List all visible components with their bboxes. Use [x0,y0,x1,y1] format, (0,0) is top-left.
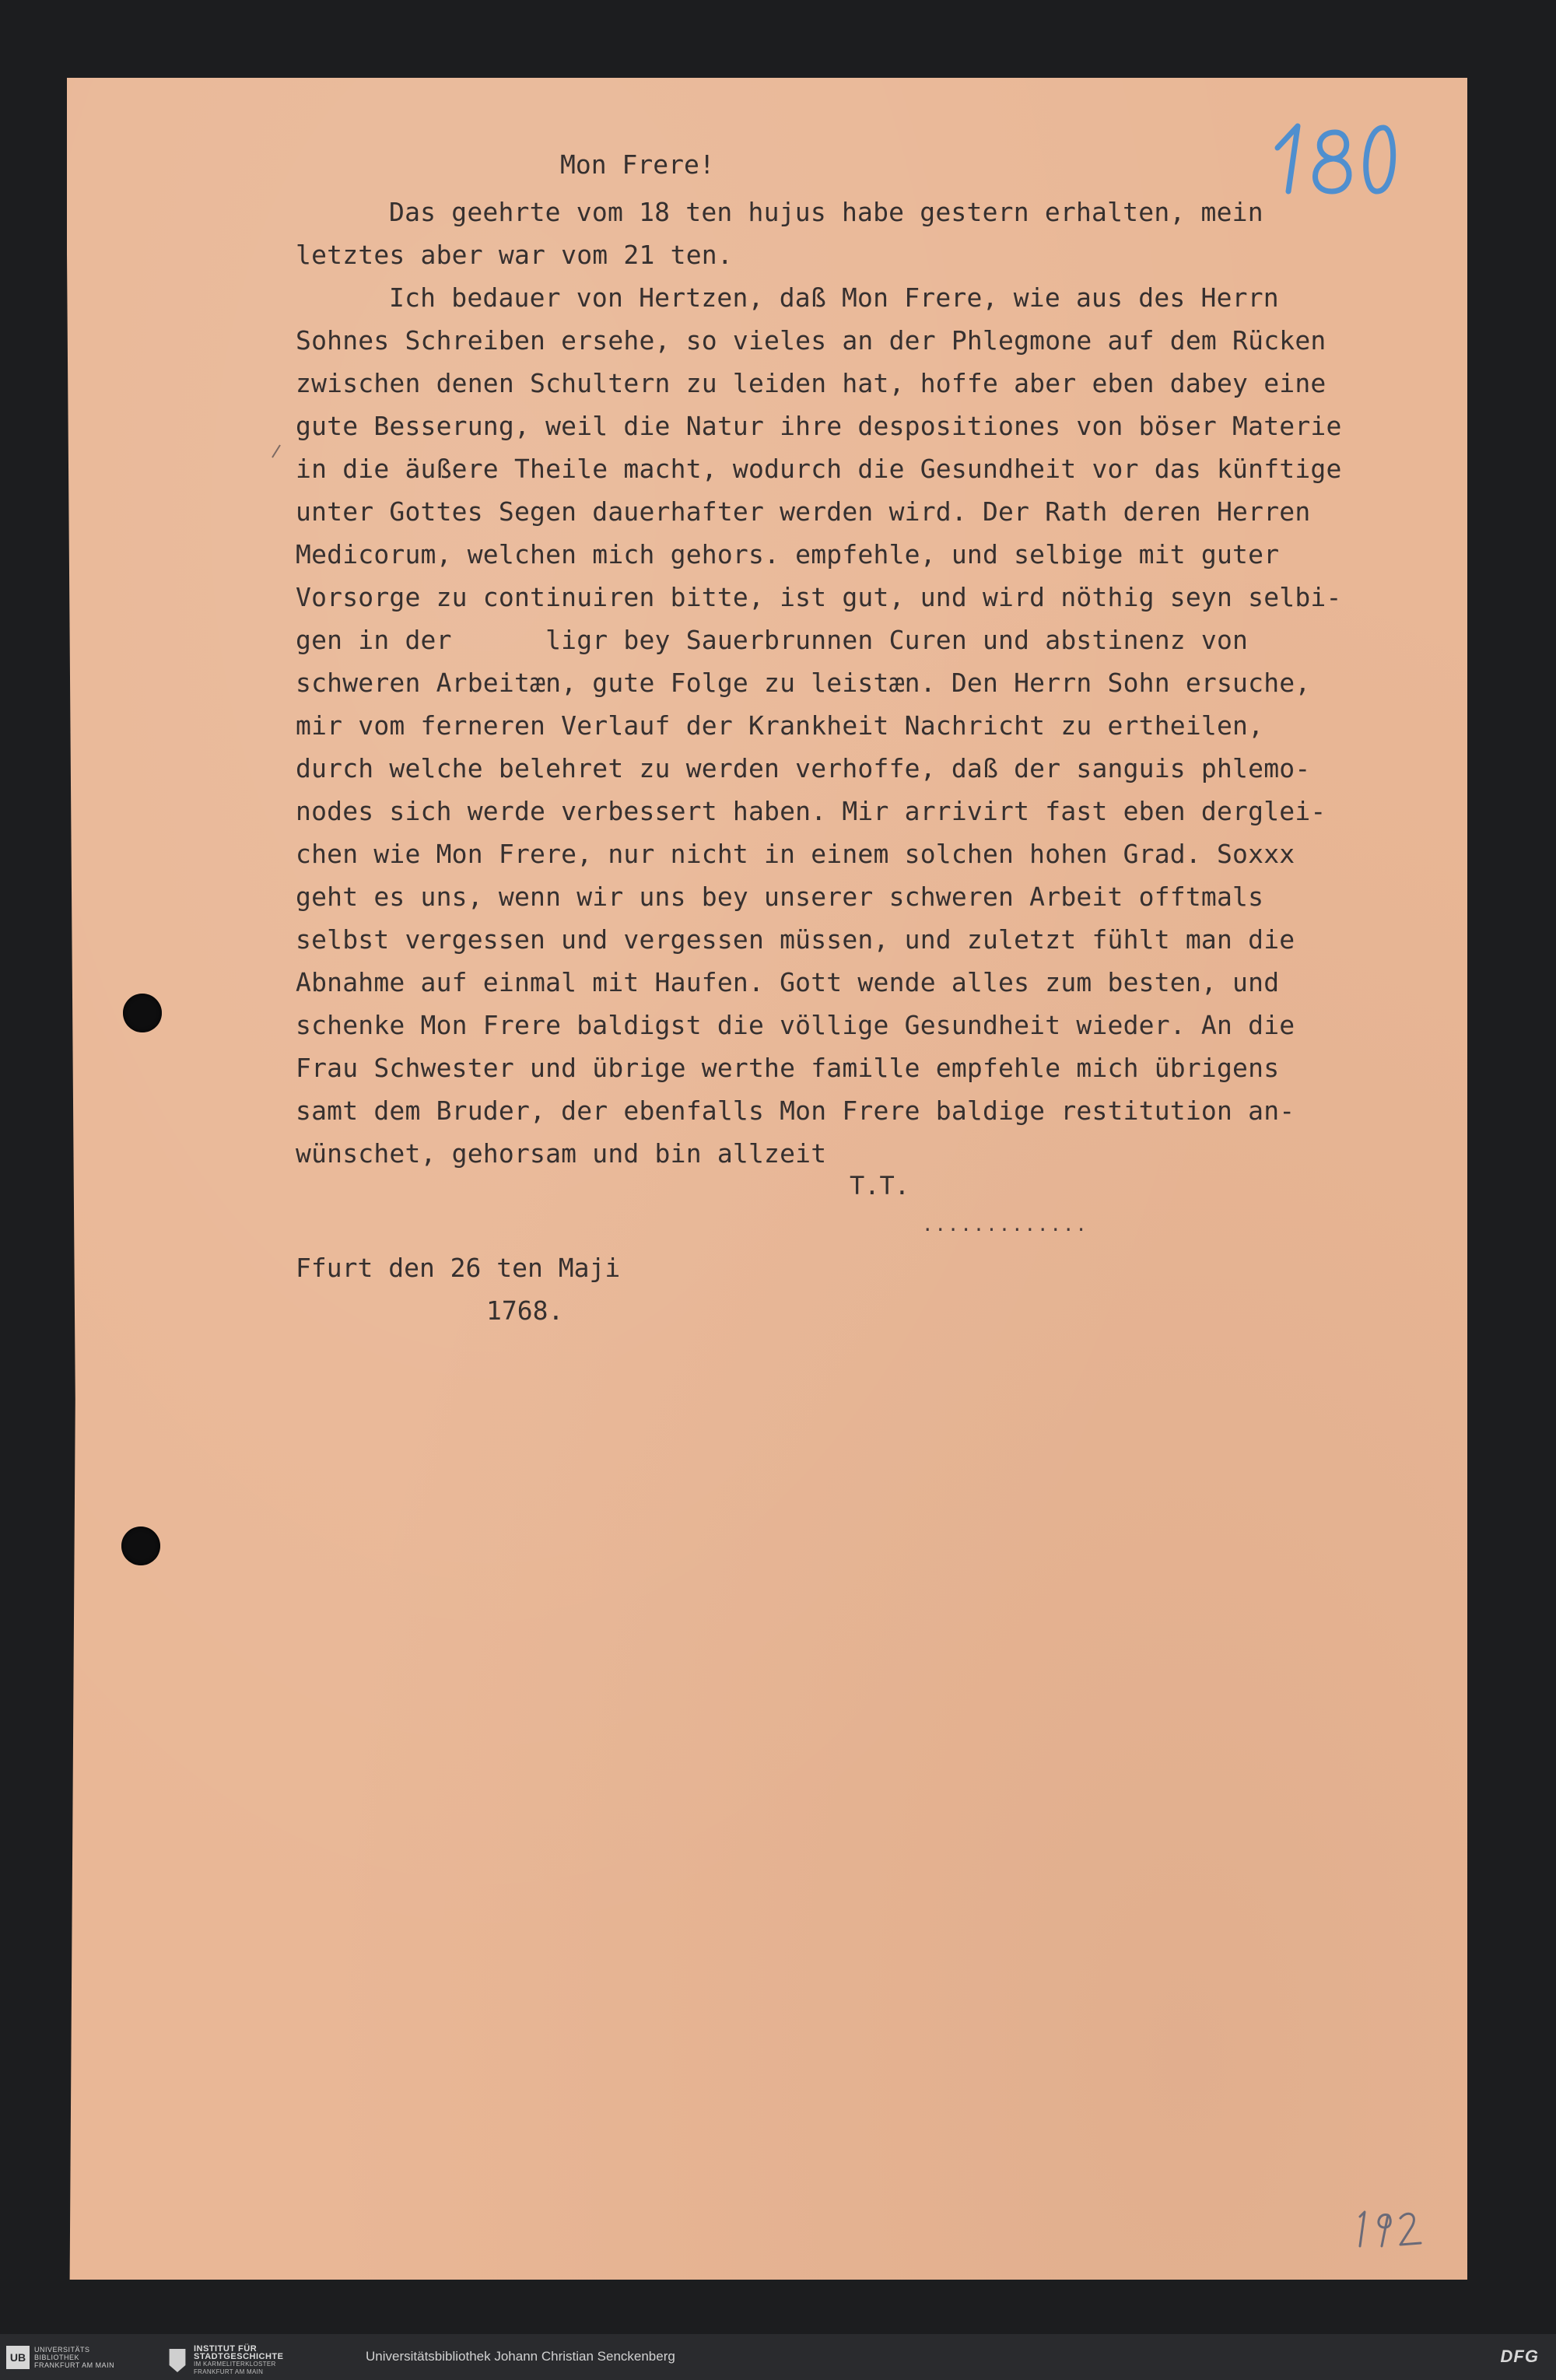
dfg-logo[interactable]: DFG [1500,2347,1539,2366]
body-line: Das geehrte vom 18 ten hujus habe gestern erhalten, mein [389,197,1263,227]
body-line: gen in der ligr bey Sauerbrunnen Curen und abstinenz von [296,625,1249,655]
body-line: selbst vergessen und vergessen müssen, und zuletzt fühlt man die [296,924,1295,955]
letter-body [296,148,1478,1175]
punch-hole-upper [123,994,162,1032]
body-line: Ich bedauer von Hertzen, daß Mon Frere, wie aus des Herrn [389,282,1279,313]
year: 1768. [486,1295,564,1326]
body-line: durch welche belehret zu werden verhoffe, daß der sanguis phlemo- [296,753,1311,783]
body-line: wünschet, gehorsam und bin allzeit [296,1138,827,1169]
body-line: Vorsorge zu continuiren bitte, ist gut, und wird nöthig seyn selbi- [296,582,1342,612]
body-line: nodes sich werde verbessert haben. Mir arrivirt fast eben derglei- [296,796,1326,826]
body-line: samt dem Bruder, der ebenfalls Mon Frere baldige restitution an- [296,1095,1295,1126]
footer-bar [0,2334,1556,2380]
page-number-handwritten [1354,2206,1424,2252]
body-line: in die äußere Theile macht, wodurch die Gesundheit vor das künftige [296,454,1342,484]
punch-hole-lower [121,1526,160,1565]
body-line: letztes aber war vom 21 ten. [296,240,733,270]
ub-logo[interactable] [6,2345,114,2370]
body-line: zwischen denen Schultern zu leiden hat, hoffe aber eben dabey eine [296,368,1326,398]
body-line: chen wie Mon Frere, nur nicht in einem solchen hohen Grad. Soxxx [296,839,1295,869]
signature-initials: T.T. [850,1171,910,1201]
ub-box-icon: UB [6,2346,30,2369]
body-line: Frau Schwester und übrige werthe famille empfehle mich übrigens [296,1053,1280,1083]
body-line: Sohnes Schreiben ersehe, so vieles an der Phlegmone auf dem Rücken [296,325,1326,356]
body-line: geht es uns, wenn wir uns bey unserer schweren Arbeit offtmals [296,882,1264,912]
ub-logo-text: UNIVERSITÄTS BIBLIOTHEK FRANKFURT AM MAIN [34,2346,115,2369]
body-line: mir vom ferneren Verlauf der Krankheit Nachricht zu ertheilen, [296,710,1264,741]
place-date: Ffurt den 26 ten Maji [296,1253,621,1283]
body-line: schweren Arbeitæn, gute Folge zu leistæn. Den Herrn Sohn ersuche, [296,668,1311,698]
pencil-tick-mark [271,443,282,459]
institute-logo[interactable] [167,2345,283,2376]
salutation: Mon Frere! [560,149,715,180]
library-name: Universitätsbibliothek Johann Christian Senckenberg [366,2349,675,2364]
institute-logo-text: INSTITUT FÜR STADTGESCHICHTE IM KARMELITERKLOSTER FRANKFURT AM MAIN [194,2344,284,2375]
body-line: gute Besserung, weil die Natur ihre despositiones von böser Materie [296,411,1342,441]
body-line: Medicorum, welchen mich gehors. empfehle, und selbige mit guter [296,539,1280,570]
body-line: schenke Mon Frere baldigst die völlige Gesundheit wieder. An die [296,1010,1295,1040]
body-line: Abnahme auf einmal mit Haufen. Gott wende alles zum besten, und [296,967,1280,997]
dotted-line: ............. [922,1214,1088,1236]
body-line: unter Gottes Segen dauerhafter werden wird. Der Rath deren Herren [296,496,1311,527]
shield-icon [167,2349,187,2372]
